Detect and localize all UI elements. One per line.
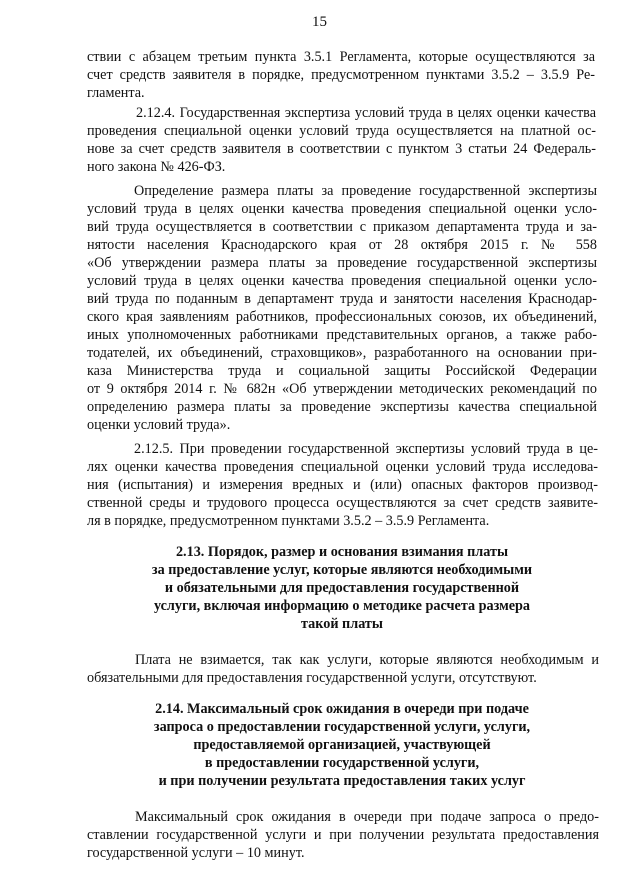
paragraph-line: оценки условий труда».	[87, 417, 231, 433]
paragraph-line: лях оценки качества проведения специальной оценки условий труда исследова-	[87, 459, 598, 475]
paragraph-line: ствии с абзацем третьим пункта 3.5.1 Регламента, которые осуществляются за	[87, 49, 595, 65]
paragraph-line: Плата не взимается, так как услуги, которые являются необходимым и	[135, 652, 599, 668]
paragraph-line: вий труда по поданным в департамент труда и занятости населения Краснодар-	[87, 291, 597, 307]
paragraph-line: 2.12.5. При проведении государственной экспертизы условий труда в це-	[134, 441, 598, 457]
paragraph-line: обязательными для предоставления государственной услуги, отсутствуют.	[87, 670, 537, 686]
paragraph-line: 2.12.4. Государственная экспертиза условий труда в целях оценки качества	[136, 105, 596, 121]
section-heading: такой платы	[301, 616, 383, 632]
paragraph-line: иных уполномоченных работниками представительных органов, а также рабо-	[87, 327, 597, 343]
paragraph-line: ля в порядке, предусмотренном пунктами 3.5.2 – 3.5.9 Регламента.	[87, 513, 490, 529]
paragraph-line: Максимальный срок ожидания в очереди при подаче запроса о предо-	[135, 809, 599, 825]
section-heading: 2.13. Порядок, размер и основания взимания платы	[175, 544, 509, 560]
paragraph-line: определению размера платы за проведение экспертизы качества специальной	[87, 399, 597, 415]
paragraph-line: счет средств заявителя в порядке, предусмотренном пунктами 3.5.2 – 3.5.9 Ре-	[87, 67, 595, 83]
section-heading: и при получении результата предоставления таких услуг	[158, 773, 526, 789]
paragraph-line: каза Министерства труда и социальной защиты Российской Федерации	[87, 363, 597, 379]
paragraph-line: условий труда в целях оценки качества проведения специальной оценки усло-	[87, 273, 597, 289]
paragraph-line: «Об утверждении размера платы за проведение государственной экспертизы	[87, 255, 597, 271]
paragraph-line: проведения специальной оценки условий труда осуществляется на платной ос-	[87, 123, 596, 139]
section-heading: в предоставлении государственной услуги,	[204, 755, 480, 771]
paragraph-line: нятости населения Краснодарского края от 28 октября 2015 г. № 558	[87, 237, 597, 253]
paragraph-line: нове за счет средств заявителя в соответствии с пунктом 3 статьи 24 Федераль-	[87, 141, 596, 157]
paragraph-line: Определение размера платы за проведение государственной экспертизы	[134, 183, 597, 199]
page-number: 15	[312, 14, 327, 30]
paragraph-line: ставлении государственной услуги и при получении результата предоставления	[87, 827, 599, 843]
paragraph-line: тодателей, их объединений, страховщиков», разработанного на основании при-	[87, 345, 597, 361]
paragraph-line: ния (испытания) и измерения вредных и (или) опасных факторов производ-	[87, 477, 598, 493]
section-heading: и обязательными для предоставления государственной	[164, 580, 520, 596]
paragraph-line: ского края заявлениям работников, профессиональных союзов, их объединений,	[87, 309, 597, 325]
paragraph-line: условий труда в целях оценки качества проведения специальной оценки усло-	[87, 201, 597, 217]
paragraph-line: гламента.	[87, 85, 145, 101]
paragraph-line: ного закона № 426-ФЗ.	[87, 159, 226, 175]
paragraph-line: вий труда осуществляется в соответствии с приказом департамента труда и за-	[87, 219, 597, 235]
section-heading: запроса о предоставлении государственной услуги, услуги,	[153, 719, 531, 735]
paragraph-line: ственной среды и трудового процесса осуществляются за счет средств заявите-	[87, 495, 598, 511]
section-heading: за предоставление услуг, которые являются необходимыми	[151, 562, 533, 578]
section-heading: 2.14. Максимальный срок ожидания в очереди при подаче	[155, 701, 529, 717]
paragraph-line: государственной услуги – 10 минут.	[87, 845, 305, 861]
section-heading: услуги, включая информацию о методике расчета размера	[153, 598, 531, 614]
section-heading: предоставляемой организацией, участвующей	[193, 737, 491, 753]
paragraph-line: от 9 октября 2014 г. № 682н «Об утверждении методических рекомендаций по	[87, 381, 597, 397]
